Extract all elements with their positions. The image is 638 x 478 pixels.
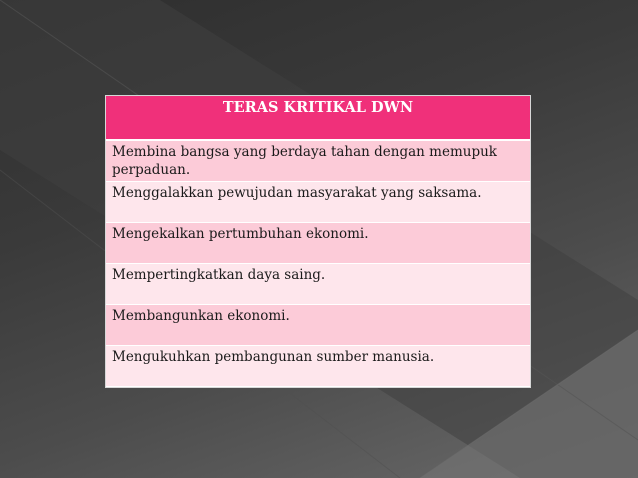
table-cell: Mempertingkatkan daya saing. bbox=[106, 264, 530, 305]
table-row bbox=[106, 140, 530, 182]
table-cell: Membina bangsa yang berdaya tahan dengan memupuk perpaduan. bbox=[106, 140, 530, 182]
table-row bbox=[106, 223, 530, 264]
table-cell: Mengukuhkan pembangunan sumber manusia. bbox=[106, 346, 530, 387]
teras-table bbox=[106, 96, 530, 387]
table-cell: Menggalakkan pewujudan masyarakat yang saksama. bbox=[106, 182, 530, 223]
table-header: TERAS KRITIKAL DWN bbox=[106, 96, 530, 140]
table-row bbox=[106, 305, 530, 346]
table-cell: Mengekalkan pertumbuhan ekonomi. bbox=[106, 223, 530, 264]
table-row bbox=[106, 346, 530, 387]
table-cell: Membangunkan ekonomi. bbox=[106, 305, 530, 346]
table-row bbox=[106, 264, 530, 305]
table-row bbox=[106, 182, 530, 223]
